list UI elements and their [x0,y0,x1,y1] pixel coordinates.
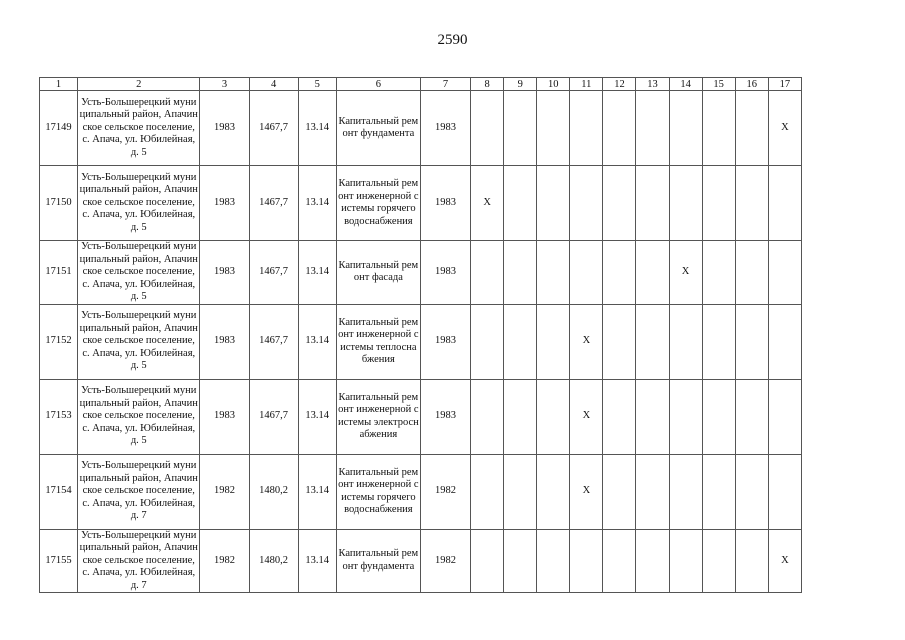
area-cell: 1467,7 [249,166,298,241]
work-type-cell: Капитальный ремонт фасада [336,241,420,305]
start-year-cell: 1982 [420,454,470,529]
work-type-cell: Капитальный ремонт фундамента [336,91,420,166]
header-cell: 12 [603,78,636,91]
empty-cell [570,529,603,593]
address-cell: Усть-Большерецкий муниципальный район, Апачинское сельское поселение, с. Апача, ул. Юбилейная,д. 5 [78,166,200,241]
empty-cell [669,166,702,241]
empty-cell [735,379,768,454]
empty-cell [504,379,537,454]
table-row [40,241,802,305]
empty-cell [603,241,636,305]
build-year-cell: 1983 [200,241,249,305]
empty-cell [471,529,504,593]
area-cell: 1467,7 [249,241,298,305]
start-year-cell: 1983 [420,91,470,166]
work-type-cell: Капитальный ремонт инженерной системы электроснабжения [336,379,420,454]
empty-cell [603,454,636,529]
code-cell: 13.14 [298,304,336,379]
empty-cell [504,166,537,241]
empty-cell [537,304,570,379]
mark-cell: X [570,379,603,454]
empty-cell [537,91,570,166]
row-id-cell: 17154 [40,454,78,529]
empty-cell [636,304,669,379]
empty-cell [735,91,768,166]
area-cell: 1467,7 [249,379,298,454]
row-id-cell: 17151 [40,241,78,305]
empty-cell [768,379,801,454]
header-cell: 1 [40,78,78,91]
build-year-cell: 1983 [200,91,249,166]
empty-cell [636,454,669,529]
empty-cell [504,529,537,593]
address-cell: Усть-Большерецкий муниципальный район, Апачинское сельское поселение, с. Апача, ул. Юбилейная,д. 5 [78,91,200,166]
build-year-cell: 1983 [200,166,249,241]
empty-cell [702,529,735,593]
area-cell: 1480,2 [249,529,298,593]
repair-registry-table [39,77,802,593]
area-cell: 1467,7 [249,304,298,379]
empty-cell [702,379,735,454]
header-cell: 2 [78,78,200,91]
header-cell: 14 [669,78,702,91]
empty-cell [537,379,570,454]
empty-cell [636,166,669,241]
empty-cell [537,529,570,593]
work-type-cell: Капитальный ремонт инженерной системы теплоснабжения [336,304,420,379]
empty-cell [669,91,702,166]
mark-cell: X [768,91,801,166]
empty-cell [669,379,702,454]
empty-cell [636,529,669,593]
work-type-cell: Капитальный ремонт фундамента [336,529,420,593]
empty-cell [768,166,801,241]
mark-cell: X [768,529,801,593]
start-year-cell: 1983 [420,241,470,305]
address-cell: Усть-Большерецкий муниципальный район, Апачинское сельское поселение, с. Апача, ул. Юбилейная,д. 7 [78,454,200,529]
empty-cell [768,454,801,529]
header-cell: 7 [420,78,470,91]
table-row [40,529,802,593]
mark-cell: X [471,166,504,241]
empty-cell [735,454,768,529]
row-id-cell: 17149 [40,91,78,166]
empty-cell [537,454,570,529]
empty-cell [504,241,537,305]
empty-cell [471,379,504,454]
empty-cell [702,304,735,379]
empty-cell [768,241,801,305]
start-year-cell: 1983 [420,379,470,454]
header-cell: 11 [570,78,603,91]
empty-cell [537,241,570,305]
build-year-cell: 1983 [200,304,249,379]
build-year-cell: 1982 [200,454,249,529]
build-year-cell: 1983 [200,379,249,454]
code-cell: 13.14 [298,454,336,529]
header-cell: 5 [298,78,336,91]
empty-cell [471,454,504,529]
address-cell: Усть-Большерецкий муниципальный район, Апачинское сельское поселение, с. Апача, ул. Юбилейная,д. 5 [78,304,200,379]
row-id-cell: 17155 [40,529,78,593]
empty-cell [669,529,702,593]
empty-cell [603,91,636,166]
empty-cell [471,91,504,166]
table-row [40,166,802,241]
header-cell: 6 [336,78,420,91]
empty-cell [669,454,702,529]
build-year-cell: 1982 [200,529,249,593]
header-row [40,78,802,91]
empty-cell [537,166,570,241]
empty-cell [603,529,636,593]
empty-cell [702,241,735,305]
empty-cell [504,304,537,379]
work-type-cell: Капитальный ремонт инженерной системы горячего водоснабжения [336,454,420,529]
mark-cell: X [570,304,603,379]
empty-cell [636,241,669,305]
empty-cell [735,166,768,241]
empty-cell [636,91,669,166]
empty-cell [702,454,735,529]
code-cell: 13.14 [298,529,336,593]
empty-cell [735,304,768,379]
row-id-cell: 17150 [40,166,78,241]
header-cell: 4 [249,78,298,91]
empty-cell [570,91,603,166]
header-cell: 10 [537,78,570,91]
empty-cell [735,241,768,305]
empty-cell [702,166,735,241]
empty-cell [570,241,603,305]
empty-cell [603,379,636,454]
empty-cell [768,304,801,379]
address-cell: Усть-Большерецкий муниципальный район, Апачинское сельское поселение, с. Апача, ул. Юбилейная,д. 5 [78,241,200,305]
code-cell: 13.14 [298,379,336,454]
address-cell: Усть-Большерецкий муниципальный район, Апачинское сельское поселение, с. Апача, ул. Юбилейная,д. 5 [78,379,200,454]
empty-cell [504,91,537,166]
empty-cell [603,304,636,379]
row-id-cell: 17152 [40,304,78,379]
header-cell: 3 [200,78,249,91]
header-cell: 16 [735,78,768,91]
header-cell: 8 [471,78,504,91]
area-cell: 1467,7 [249,91,298,166]
empty-cell [570,166,603,241]
start-year-cell: 1983 [420,166,470,241]
start-year-cell: 1983 [420,304,470,379]
header-cell: 13 [636,78,669,91]
code-cell: 13.14 [298,241,336,305]
code-cell: 13.14 [298,91,336,166]
empty-cell [702,91,735,166]
work-type-cell: Капитальный ремонт инженерной системы горячего водоснабжения [336,166,420,241]
empty-cell [471,241,504,305]
empty-cell [735,529,768,593]
header-cell: 15 [702,78,735,91]
empty-cell [603,166,636,241]
table-row [40,379,802,454]
header-cell: 17 [768,78,801,91]
start-year-cell: 1982 [420,529,470,593]
page-number: 2590 [437,32,468,48]
empty-cell [504,454,537,529]
header-cell: 9 [504,78,537,91]
mark-cell: X [570,454,603,529]
empty-cell [669,304,702,379]
table-body [40,91,802,593]
code-cell: 13.14 [298,166,336,241]
table-row [40,304,802,379]
table-row [40,454,802,529]
empty-cell [471,304,504,379]
table-row [40,91,802,166]
empty-cell [636,379,669,454]
address-cell: Усть-Большерецкий муниципальный район, Апачинское сельское поселение, с. Апача, ул. Юбилейная,д. 7 [78,529,200,593]
mark-cell: X [669,241,702,305]
area-cell: 1480,2 [249,454,298,529]
row-id-cell: 17153 [40,379,78,454]
